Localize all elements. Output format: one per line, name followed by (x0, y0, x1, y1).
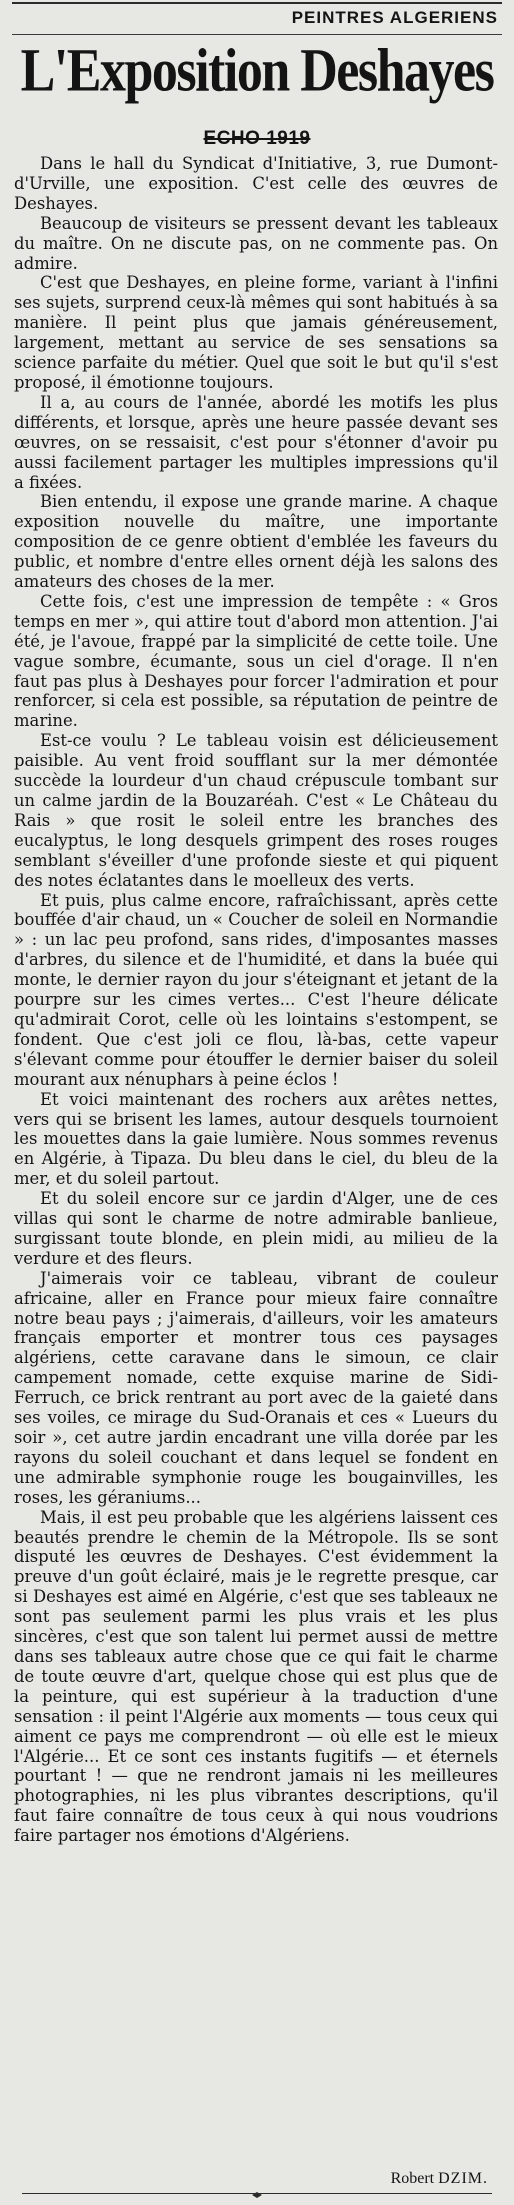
article-body (14, 154, 498, 1846)
paragraph: Et puis, plus calme encore, rafraîchissant, après cette bouffée d'air chaud, un « Coucher de soleil en Normandie » : un lac peu profond, sans rides, d'imposantes masses d'arbres, du silence et de l'humidité, et dans la buée qui monte, le dernier rayon du jour s'éteignant et jetant de la pourpre sur les cimes vertes... C'est l'heure délicate qu'admirait Corot, celle où les lointains s'estompent, se fondent. Que c'est joli ce flou, là-bas, cette vapeur s'élevant comme pour étouffer le dernier baiser du soleil mourant aux nénuphars à peine éclos ! (14, 890, 498, 1089)
paragraph: Bien entendu, il expose une grande marine. A chaque exposition nouvelle du maître, une importante composition de ce genre obtient d'emblée les faveurs du public, et nombre d'entre elles ornent déjà les salons des amateurs des choses de la mer. (14, 492, 498, 592)
paragraph: Il a, au cours de l'année, abordé les motifs les plus différents, et lorsque, après une heure passée devant ses œuvres, on se ressaisit, c'est pour s'étonner d'avoir pu aussi facilement partager les multiples impressions qu'il a fixées. (14, 392, 498, 492)
author-signature (391, 2170, 488, 2188)
paragraph: Dans le hall du Syndicat d'Initiative, 3, rue Dumont-d'Urville, une exposition. C'est celle des œuvres de Deshayes. (14, 154, 498, 213)
end-ornament-icon (240, 2192, 274, 2198)
archive-stamp (12, 128, 502, 150)
paragraph: C'est que Deshayes, en pleine forme, variant à l'infini ses sujets, surprend ceux-là mêmes qui sont habitués à sa manière. Il peint plus que jamais généreusement, largement, mettant au service de ses sensations sa science parfaite du métier. Quel que soit le but qu'il s'est proposé, il émotionne toujours. (14, 273, 498, 392)
top-rule (12, 2, 502, 4)
author-first-name: Robert (390, 2170, 435, 2187)
paragraph: Et du soleil encore sur ce jardin d'Alger, une de ces villas qui sont le charme de notre admirable banlieue, surgissant toute blonde, en plein midi, au milieu de la verdure et des fleurs. (14, 1189, 498, 1268)
paragraph: Et voici maintenant des rochers aux arêtes nettes, vers qui se brisent les lames, autour desquels tournoient les mouettes dans la gaie lumière. Nous sommes revenus en Algérie, à Tipaza. Du bleu dans le ciel, du bleu de la mer, et du soleil partout. (14, 1089, 498, 1189)
archive-stamp-text: ECHO 1919 (203, 128, 311, 149)
paragraph: Cette fois, c'est une impression de tempête : « Gros temps en mer », qui attire tout d'abord mon attention. J'ai été, je l'avoue, frappé par la simplicité de cette toile. Une vague sombre, écumante, sous un ciel d'orage. Il n'en faut pas plus à Deshayes pour forcer l'admiration et pour renforcer, si cela est possible, sa réputation de peintre de marine. (14, 591, 498, 731)
paragraph: Beaucoup de visiteurs se pressent devant les tableaux du maître. On ne discute pas, on ne commente pas. On admire. (14, 213, 498, 273)
paragraph: Mais, il est peu probable que les algériens laissent ces beautés prendre le chemin de la Métropole. Ils se sont disputé les œuvres de Deshayes. C'est évidemment la preuve d'un goût éclairé, mais je le regrette presque, car si Deshayes est aimé en Algérie, c'est que ses tableaux ne sont pas seulement parmi les plus vrais et les plus sincères, c'est que son talent lui permet aussi de mettre dans ses tableaux autre chose que ce qui fait le charme de toute œuvre d'art, quelque chose qui est plus que de la peinture, qui est supérieur à la traduction d'une sensation : il peint l'Algérie aux moments — tous ceux qui aiment ce pays me comprendront — où elle est le mieux l'Algérie... Et ce sont ces instants fugitifs — et éternels pourtant ! — que ne rendront jamais ni les meilleures photographies, ni les plus vibrantes descriptions, qu'il faut faire connaître de tous ceux à qui nous voudrions faire partager nos émotions d'Algériens. (14, 1507, 498, 1846)
author-last-name: DZIM. (438, 2170, 488, 2187)
kicker-rule (12, 34, 502, 35)
section-kicker: PEINTRES ALGERIENS (291, 8, 498, 27)
article-headline: L'Exposition Deshayes (20, 37, 494, 105)
newspaper-column (12, 0, 502, 2205)
paragraph: Est-ce voulu ? Le tableau voisin est délicieusement paisible. Au vent froid soufflant sur la mer démontée succède la lourdeur d'un chaud crépuscule tombant sur un calme jardin de la Bouzaréah. C'est « Le Château du Rais » que rosit le soleil entre les branches des eucalyptus, le long desquels grimpent des roses rouges semblant s'éveiller d'une profonde sieste et qui piquent des notes éclatantes dans le moelleux des verts. (14, 731, 498, 890)
paragraph: J'aimerais voir ce tableau, vibrant de couleur africaine, aller en France pour mieux faire connaître notre beau pays ; j'aimerais, d'ailleurs, voir les amateurs français emporter et montrer tous ces paysages algériens, cette caravane dans le simoun, ce clair campement nomade, cette exquise marine de Sidi-Ferruch, ce brick rentrant au port avec de la gaieté dans ses voiles, ce mirage du Sud-Oranais et ces « Lueurs du soir », cet autre jardin encadrant une villa dorée par les rayons du soleil couchant et dans lequel se fondent en une admirable symphonie rouge les bougainvilles, les roses, les géraniums... (14, 1268, 498, 1507)
